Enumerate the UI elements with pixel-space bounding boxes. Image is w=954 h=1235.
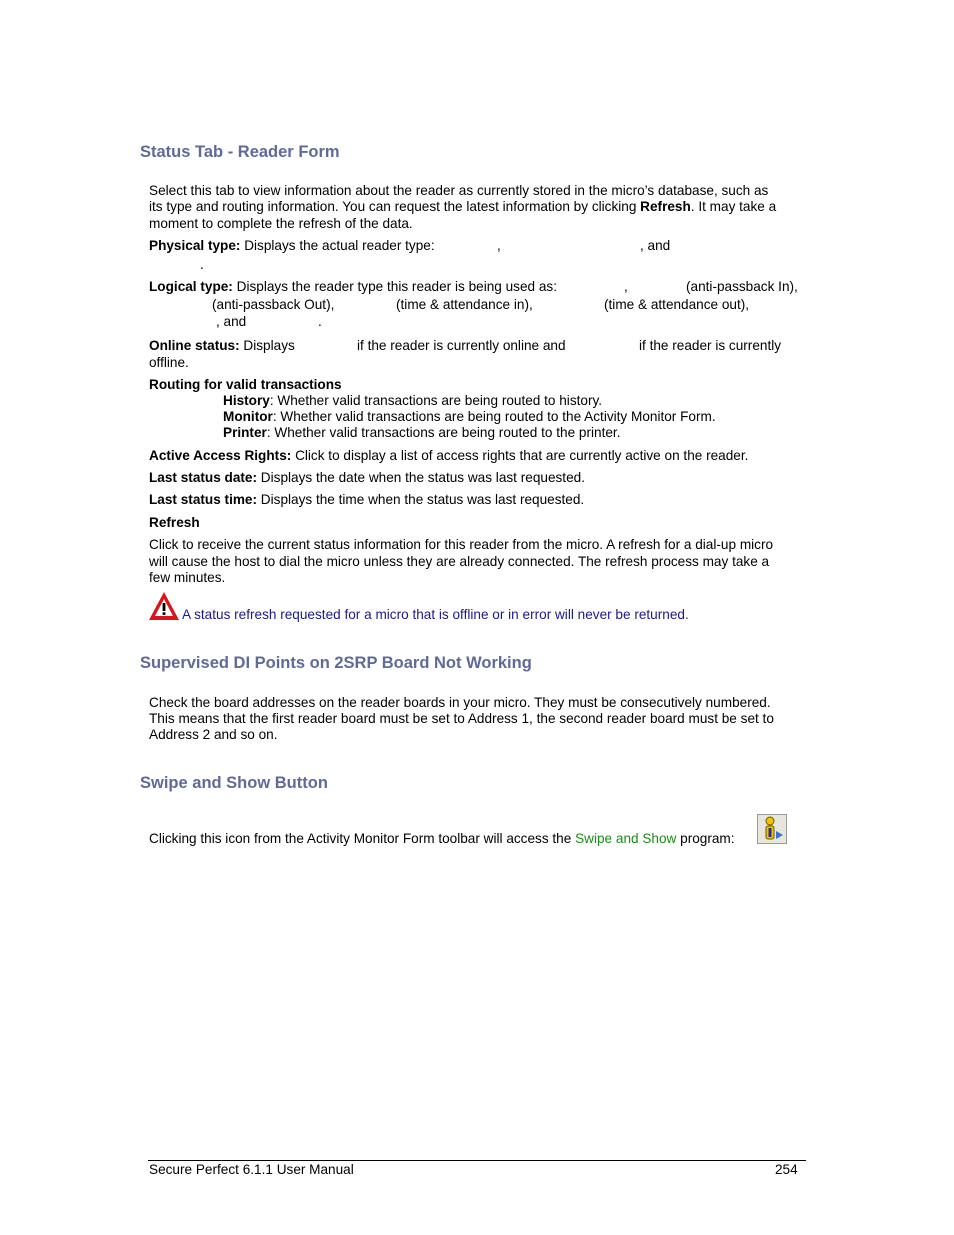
- logical-ta-out: (time & attendance out),: [604, 297, 750, 312]
- warning-text: A status refresh requested for a micro that is offline or in error will never be returned.: [182, 607, 689, 622]
- online-end: if the reader is currently: [639, 338, 782, 353]
- last-status-date: [149, 470, 585, 487]
- section-heading-swipe-show: Swipe and Show Button: [140, 774, 328, 792]
- intro-line-2: [149, 199, 776, 216]
- logical-period: .: [318, 314, 322, 329]
- routing-printer: [223, 425, 620, 442]
- intro-line-1: Select this tab to view information about the reader as currently stored in the micro’s database, such as: [149, 183, 769, 198]
- physical-type: [149, 238, 435, 255]
- swipe-show-paragraph: [149, 831, 735, 848]
- footer-title: Secure Perfect 6.1.1 User Manual: [149, 1162, 354, 1177]
- routing-history: [223, 393, 602, 410]
- printer-label: Printer: [223, 425, 267, 440]
- intro-text: its type and routing information. You can request the latest information by clicking: [149, 199, 641, 214]
- routing-monitor: [223, 409, 716, 426]
- access-text: Click to display a list of access rights that are currently active on the reader.: [291, 448, 749, 463]
- di-line-3: Address 2 and so on.: [149, 727, 278, 742]
- di-line-1: Check the board addresses on the reader boards in your micro. They must be consecutively numbered.: [149, 695, 771, 710]
- refresh-line-3: few minutes.: [149, 570, 226, 585]
- routing-label: Routing for valid transactions: [149, 377, 342, 392]
- online-line-2: offline.: [149, 355, 189, 370]
- swipe-text-after: program:: [676, 831, 735, 846]
- last-status-time: [149, 492, 584, 509]
- active-access-rights: [149, 448, 748, 465]
- logical-type-text: Displays the reader type this reader is being used as:: [232, 279, 558, 294]
- last-time-label: Last status time:: [149, 492, 258, 507]
- printer-text: : Whether valid transactions are being routed to the printer.: [266, 425, 621, 440]
- di-line-2: This means that the first reader board must be set to Address 1, the second reader board must be set to: [149, 711, 774, 726]
- online-status: [149, 338, 295, 355]
- history-label: History: [223, 393, 270, 408]
- online-status-label: Online status:: [149, 338, 240, 353]
- intro-line-3: moment to complete the refresh of the data.: [149, 216, 413, 231]
- page-number: 254: [775, 1162, 798, 1177]
- physical-and: , and: [640, 238, 671, 253]
- logical-in: (anti-passback In),: [686, 279, 798, 294]
- swipe-and-show-link[interactable]: Swipe and Show: [575, 831, 677, 846]
- physical-period: .: [200, 257, 204, 272]
- physical-type-label: Physical type:: [149, 238, 241, 253]
- last-date-label: Last status date:: [149, 470, 258, 485]
- online-status-text: Displays: [239, 338, 295, 353]
- history-text: : Whether valid transactions are being routed to history.: [269, 393, 603, 408]
- physical-comma: ,: [497, 238, 501, 253]
- logical-out: (anti-passback Out),: [212, 297, 335, 312]
- refresh-line-1: Click to receive the current status information for this reader from the micro. A refresh for a dial-up micro: [149, 537, 774, 552]
- footer-rule: [148, 1160, 806, 1161]
- monitor-text: : Whether valid transactions are being routed to the Activity Monitor Form.: [272, 409, 716, 424]
- warning-icon: [148, 591, 180, 621]
- access-label: Active Access Rights:: [149, 448, 292, 463]
- person-card-icon: [758, 815, 786, 843]
- section-heading-status-tab: Status Tab - Reader Form: [140, 143, 340, 161]
- physical-type-text: Displays the actual reader type:: [240, 238, 435, 253]
- online-mid: if the reader is currently online and: [357, 338, 566, 353]
- intro-tail: . It may take a: [690, 199, 777, 214]
- logical-ta-in: (time & attendance in),: [396, 297, 533, 312]
- logical-type: [149, 279, 557, 296]
- section-heading-supervised-di: Supervised DI Points on 2SRP Board Not Working: [140, 654, 532, 672]
- last-date-text: Displays the date when the status was last requested.: [257, 470, 585, 485]
- logical-comma: ,: [624, 279, 628, 294]
- last-time-text: Displays the time when the status was last requested.: [257, 492, 585, 507]
- refresh-keyword: Refresh: [640, 199, 691, 214]
- swipe-and-show-icon[interactable]: [757, 814, 787, 844]
- monitor-label: Monitor: [223, 409, 273, 424]
- refresh-label: Refresh: [149, 515, 200, 530]
- refresh-line-2: will cause the host to dial the micro unless they are already connected. The refresh process may take a: [149, 554, 770, 569]
- swipe-text-before: Clicking this icon from the Activity Monitor Form toolbar will access the: [149, 831, 576, 846]
- logical-type-label: Logical type:: [149, 279, 233, 294]
- logical-and: , and: [216, 314, 247, 329]
